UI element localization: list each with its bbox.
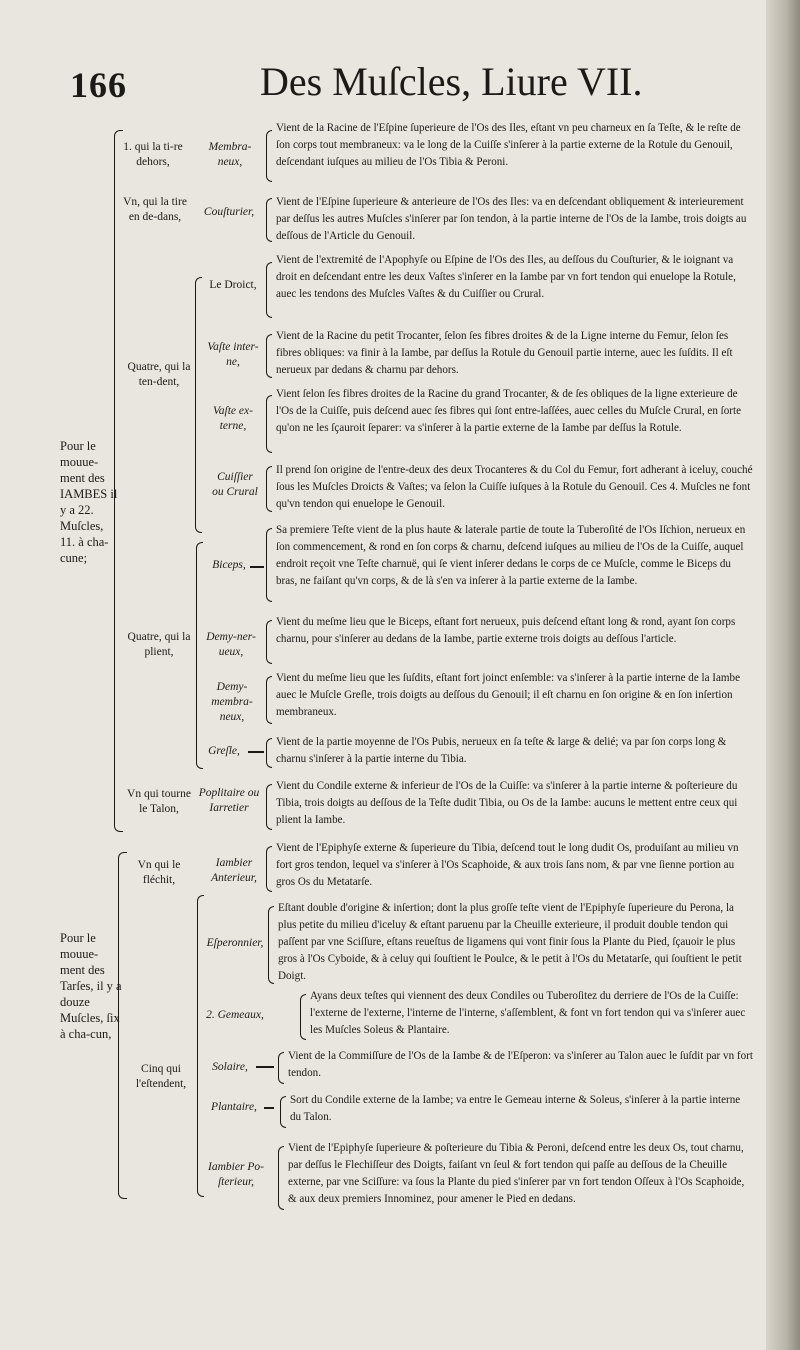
muscle-text-eſperonnier: Eſtant double d'origine & inſertion; dont la plus groſſe teſte vient de l'Epiphyſe ſuperieure du Perona, la plus petite du milieu d'iceluy & eſtant paruenu par la Cheuille exterieure, il produit double tendon qui paſſent par vne Sciſſure, eſtans reueſtus de ligamens qui vont finir ſous la Plante du Pied, ſçauoir le plus gros à l'Os Cyboide, & à celuy qui ſouſtient le Poulce, & le petit à l'Os du Metatarſe, qui ſouſtient le petit Doigt. [278, 902, 742, 982]
muscle-text-droict: Vient de l'extremité de l'Apophyſe ou Eſpine de l'Os des Iles, au deſſous du Couſturier, & le ioignant va droit en deſcendant entre les deux Vaſtes s'inſerer en la Iambe par vn fort tendon qui enuelope la Rotule, auec les tendons des Muſcles Vaſtes & du Cuiſſier ou Crural. [276, 254, 736, 300]
muscle-text-vaſte-externe: Vient ſelon ſes fibres droites de la Racine du grand Trocanter, & de ſes obliques de la ligne exterieure de l'Os de la Cuiſſe, puis deſcend auec ſes fibres qui ſont entre-laſſées, auec celles du Muſcle Crural, en ſorte qu'on ne les ſçauroit ſeparer: va s'inſerer à la partie externe de la Iambe par deſſus la Rotule. [276, 388, 742, 434]
muscle-text-couſturier: Vient de l'Eſpine ſuperieure & anterieure de l'Os des Iles: va en deſcendant obliquement & interieurement par deſſus les autres Muſcles s'inſerer par ſon tendon, à la partie interne de l'Os de la Iambe, trois doigts au deſſous de l'Article du Genouil. [276, 196, 747, 242]
muscle-name-eſperonnier: Eſperonnier, [206, 937, 264, 949]
subgroup-eſtendent: Cinq qui l'eſtendent, [135, 1063, 187, 1090]
muscle-text-gemeaux: Ayans deux teſtes qui viennent des deux Condiles ou Tuberoſitez du derriere de l'Os de la Cuiſſe: l'externe de l'externe, l'interne de l'interne, s'aſſemblent, & font vn fort tendon qui va s'inſerer auec les Muſcles Soleus & Plantaire. [310, 990, 746, 1036]
subgroup-flechit: Vn qui le fléchit, [137, 859, 181, 886]
muscle-name-iambier-anterieur: Iambier Anterieur, [211, 857, 257, 884]
muscle-brace [266, 620, 272, 664]
running-title: Des Muſcles, Liure VII. [260, 59, 643, 104]
muscle-brace [300, 994, 306, 1040]
muscle-text-iambier-poſterieur: Vient de l'Epiphyſe ſuperieure & poſterieure du Tibia & Peroni, deſcend entre les deux Os, tout charnu, par deſſus le Flechiſſeur des Doigts, faiſant vn ſeul & fort tendon qui paſſe au deſſous de la Cheuille externe, par vne Sciſſure: va ſous la Plante du pied s'inſerer par vn fort tendon Oſſeux à l'Os Scaphoide, & aux deux premiers Innominez, pour amener le Pied en dedans. [288, 1142, 745, 1205]
muscle-text-solaire: Vient de la Commiſſure de l'Os de la Iambe & de l'Eſperon: va s'inſerer au Talon auec le ſuſdit par vn fort tendon. [288, 1050, 753, 1079]
muscle-name-greſle: Greſle, [208, 745, 240, 757]
muscle-name-iambier-poſterieur: Iambier Po-ſterieur, [208, 1161, 264, 1188]
muscle-text-membraneux: Vient de la Racine de l'Eſpine ſuperieure de l'Os des Iles, eſtant vn peu charneux en ſa Teſte, & le reſte de ſon corps tout membraneux: va le long de la Cuiſſe s'inſerer à la partie externe de la Rotule du Genouil, deſcendant iuſques au milieu de l'Os Tibia & Peroni. [276, 122, 741, 168]
muscle-name-membraneux: Membra-neux, [208, 141, 252, 168]
muscle-brace [266, 130, 272, 182]
muscle-name-demy-nerueux: Demy-ner-ueux, [206, 631, 256, 658]
muscle-name-crural: Cuiſſier ou Crural [212, 471, 258, 498]
muscle-name-biceps: Biceps, [212, 559, 246, 571]
muscle-brace [266, 198, 272, 242]
dash-connector [256, 1066, 274, 1068]
muscle-text-iambier-anterieur: Vient de l'Epiphyſe externe & ſuperieure du Tibia, deſcend tout le long dudit Os, produiſant au milieu vn fort gros tendon, lequel va s'inſerer à l'Os Scaphoide, & aux trois ſans nom, & par vne ſienne portion au gros Os du Metatarſe. [276, 842, 739, 888]
muscle-text-plantaire: Sort du Condile externe de la Iambe; va entre le Gemeau interne & Soleus, s'inſerer à la partie interne du Talon. [290, 1094, 741, 1123]
muscle-brace [266, 784, 272, 830]
subgroup-plient: Quatre, qui la plient, [127, 631, 191, 658]
muscle-name-demy-membraneux: Demy-membra-neux, [211, 681, 253, 723]
muscle-brace [266, 466, 272, 512]
page-header [70, 58, 730, 110]
muscle-name-solaire: Solaire, [212, 1061, 248, 1073]
dash-connector [264, 1107, 274, 1109]
tendent-brace [195, 277, 202, 533]
muscle-text-demy-nerueux: Vient du meſme lieu que le Biceps, eſtant fort nerueux, puis deſcend eſtant long & rond, ayant ſon corps charnu, pour s'inſerer au dedans de la Iambe, partie externe trois doigts au deſſous l'article. [276, 616, 736, 645]
muscle-brace [266, 395, 272, 453]
subgroup-tire-dehors: 1. qui la ti-re dehors, [123, 141, 183, 168]
feet-group-label: Pour le mouue-ment des Tarſes, il y a douze Muſcles, ſix à cha-cun, [60, 931, 122, 1041]
muscle-brace [266, 738, 272, 768]
muscle-brace [266, 846, 272, 892]
muscle-brace [266, 334, 272, 378]
feet-group-brace [118, 852, 127, 1199]
muscle-name-vaſte-externe: Vaſte ex-terne, [213, 405, 253, 432]
dash-connector [248, 751, 264, 753]
muscle-brace [266, 262, 272, 318]
subgroup-tourne: Vn qui tourne le Talon, [127, 788, 191, 815]
muscle-name-droict: Le Droict, [209, 279, 257, 291]
muscle-text-poplitaire: Vient du Condile externe & inferieur de l'Os de la Cuiſſe: va s'inſerer à la partie interne & poſterieure du Tibia, trois doigts au deſſous de la Teſte dudit Tibia, ou Os de la Iambe: aucuns le mettent entre ceux qui plient la Iambe. [276, 780, 738, 826]
muscle-brace [266, 676, 272, 724]
muscle-text-demy-membraneux: Vient du meſme lieu que les ſuſdits, eſtant fort joinct enſemble: va s'inſerer à la partie interne de la Iambe auec le Muſcle Greſle, trois doigts au deſſous du Genouil; il eſt charnu en ſon origine & en ſon inſertion membraneux. [276, 672, 741, 718]
muscle-brace [278, 1146, 284, 1210]
muscle-brace [278, 1052, 284, 1084]
muscle-name-vaſte-interne: Vaſte inter-ne, [207, 341, 259, 368]
muscle-brace [266, 528, 272, 602]
legs-group-label: Pour le mouue-ment des IAMBES il y a 22. Muſcles, 11. à cha-cune; [60, 439, 118, 565]
muscle-brace [280, 1096, 286, 1128]
eſtendent-brace [197, 895, 204, 1197]
muscle-name-gemeaux: 2. Gemeaux, [206, 1009, 264, 1021]
muscle-text-biceps: Sa premiere Teſte vient de la plus haute & laterale partie de toute la Tuberoſité de l'Os Iſchion, nerueux en ſon commencement, & rond en ſon corps & charnu, deſcend iuſques au milieu de l'Os de la Cuiſſe, auquel endroit reçoit vne Teſte charnuë, qui ſe vient inſerer dedans le corps de ce Muſcle, comme le Biceps du bras, ne faiſant qu'vn corps, & de là s'en va inſerer à la partie externe de la Iambe. [276, 524, 746, 587]
muscle-text-crural: Il prend ſon origine de l'entre-deux des deux Trocanteres & du Col du Femur, fort adherant à iceluy, couché ſous les Muſcles Droicts & Vaſtes; va ſelon la Cuiſſe iuſques à la Rotule du Genouil. Ces 4. Muſcles ne font qu'vn tendon qui enuelope le Genouil. [276, 464, 753, 510]
book-page-edge [766, 0, 800, 1350]
muscle-brace [268, 906, 274, 984]
legs-group-brace [114, 130, 123, 832]
muscle-name-couſturier: Couſturier, [203, 206, 255, 218]
muscle-text-vaſte-interne: Vient de la Racine du petit Trocanter, ſelon ſes fibres droites & de la Ligne interne du Femur, ſelon ſes fibres obliques: va finir à la Iambe, par deſſus la Rotule du Genouil partie interne, auec les ſuſdits. Il eſt nerueux par dedans & charnu par dehors. [276, 330, 733, 376]
subgroup-tendent: Quatre, qui la ten-dent, [127, 361, 191, 388]
muscle-name-plantaire: Plantaire, [211, 1101, 257, 1113]
muscle-text-greſle: Vient de la partie moyenne de l'Os Pubis, nerueux en ſa teſte & large & delié; va par ſon corps long & charnu s'inſerer à la partie interne du Tibia. [276, 736, 727, 765]
subgroup-tire-dedans: Vn, qui la tire en de-dans, [123, 196, 187, 223]
page-number: 166 [70, 65, 127, 105]
muscle-name-poplitaire: Poplitaire ou Iarretier [198, 787, 260, 814]
dash-connector [250, 566, 264, 568]
